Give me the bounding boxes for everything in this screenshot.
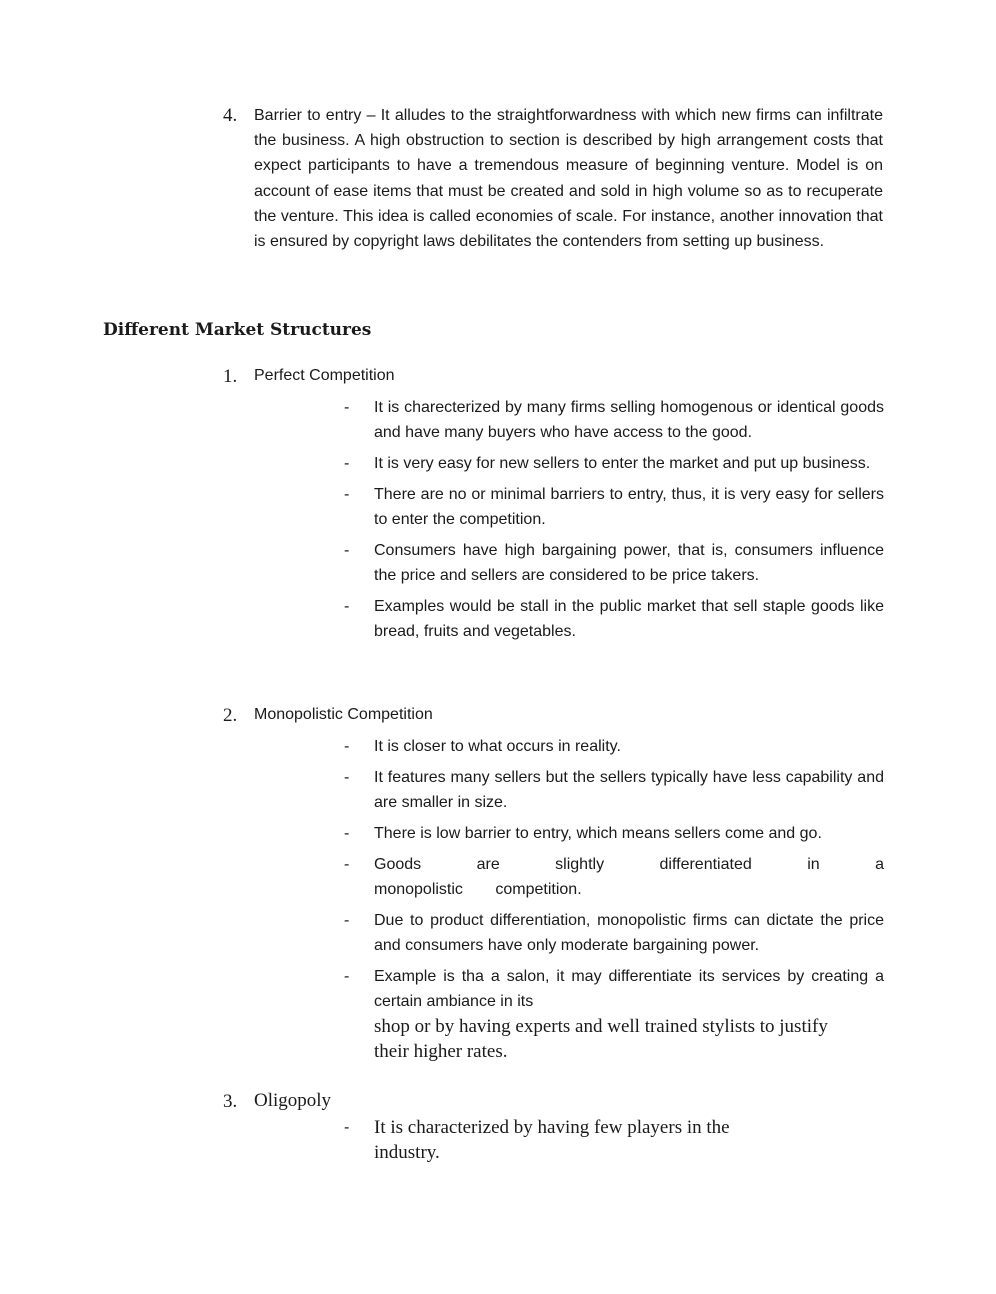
bullet-text: Examples would be stall in the public market that sell staple goods like bread, fruits and vegetables. xyxy=(374,598,884,640)
list-item xyxy=(342,852,884,902)
list-item xyxy=(342,964,884,1064)
bullet-dash: - xyxy=(344,912,350,929)
bullet-text: It is closer to what occurs in reality. xyxy=(374,738,621,755)
bullet-dash: - xyxy=(344,455,350,472)
bullet-text: Consumers have high bargaining power, that is, consumers influence the price and sellers are considered to be price takers. xyxy=(374,542,884,584)
list-item xyxy=(342,451,884,476)
bullet-dash: - xyxy=(344,399,350,416)
bullet-dash: - xyxy=(344,738,350,755)
list-item xyxy=(342,594,884,644)
list-item xyxy=(342,1115,884,1165)
structure-2-bullets xyxy=(342,734,884,1064)
bullet-dash: - xyxy=(344,1119,350,1136)
list-item xyxy=(342,734,884,759)
list-item xyxy=(342,482,884,532)
structure-1-bullets xyxy=(342,395,884,650)
bullet-dash: - xyxy=(344,542,350,559)
list-item xyxy=(342,395,884,445)
bullet-continuation: shop or by having experts and well trained stylists to justify their higher rates. xyxy=(374,1016,828,1062)
bullet-dash: - xyxy=(344,968,350,985)
structure-2-title: Monopolistic Competition xyxy=(254,706,433,723)
bullet-dash: - xyxy=(344,825,350,842)
structure-1-number: 1. xyxy=(223,366,238,387)
bullet-text: Example is tha a salon, it may differentiate its services by creating a certain ambiance in its xyxy=(374,968,884,1010)
bullet-text: It is very easy for new sellers to enter the market and put up business. xyxy=(374,455,871,472)
bullet-text: There is low barrier to entry, which means sellers come and go. xyxy=(374,825,822,842)
bullet-text: It features many sellers but the sellers typically have less capability and are smaller in size. xyxy=(374,769,884,811)
structure-1-title: Perfect Competition xyxy=(254,367,395,384)
bullet-text: It is charecterized by many firms selling homogenous or identical goods and have many buyers who have access to the good. xyxy=(374,399,884,441)
list-item xyxy=(342,538,884,588)
section-heading: Different Market Structures xyxy=(103,320,372,340)
bullet-text: Due to product differentiation, monopolistic firms can dictate the price and consumers have only moderate bargaining power. xyxy=(374,912,884,954)
bullet-text: It is characterized by having few players in the industry. xyxy=(374,1117,730,1163)
bullet-text: Goods are slightly differentiated in a monopolistic competition. xyxy=(374,856,884,898)
list-item xyxy=(342,821,884,846)
item-4-number: 4. xyxy=(223,105,238,126)
bullet-dash: - xyxy=(344,486,350,503)
list-item xyxy=(342,908,884,958)
structure-2-number: 2. xyxy=(223,705,238,726)
bullet-dash: - xyxy=(344,598,350,615)
list-item xyxy=(342,765,884,815)
bullet-text: There are no or minimal barriers to entry, thus, it is very easy for sellers to enter the competition. xyxy=(374,486,884,528)
structure-3-bullets xyxy=(342,1115,884,1171)
item-4-text: Barrier to entry – It alludes to the straightforwardness with which new firms can infiltrate the business. A high obstruction to section is described by high arrangement costs that expect participants to have a tremendous measure of beginning venture. Model is on account of ease items that must be created and sold in high volume so as to recuperate the venture. This idea is called economies of scale. For instance, another innovation that is ensured by copyright laws debilitates the contenders from setting up business. xyxy=(254,107,883,251)
structure-3-title: Oligopoly xyxy=(254,1090,332,1111)
bullet-dash: - xyxy=(344,769,350,786)
structure-3-number: 3. xyxy=(223,1091,238,1112)
bullet-dash: - xyxy=(344,856,350,873)
